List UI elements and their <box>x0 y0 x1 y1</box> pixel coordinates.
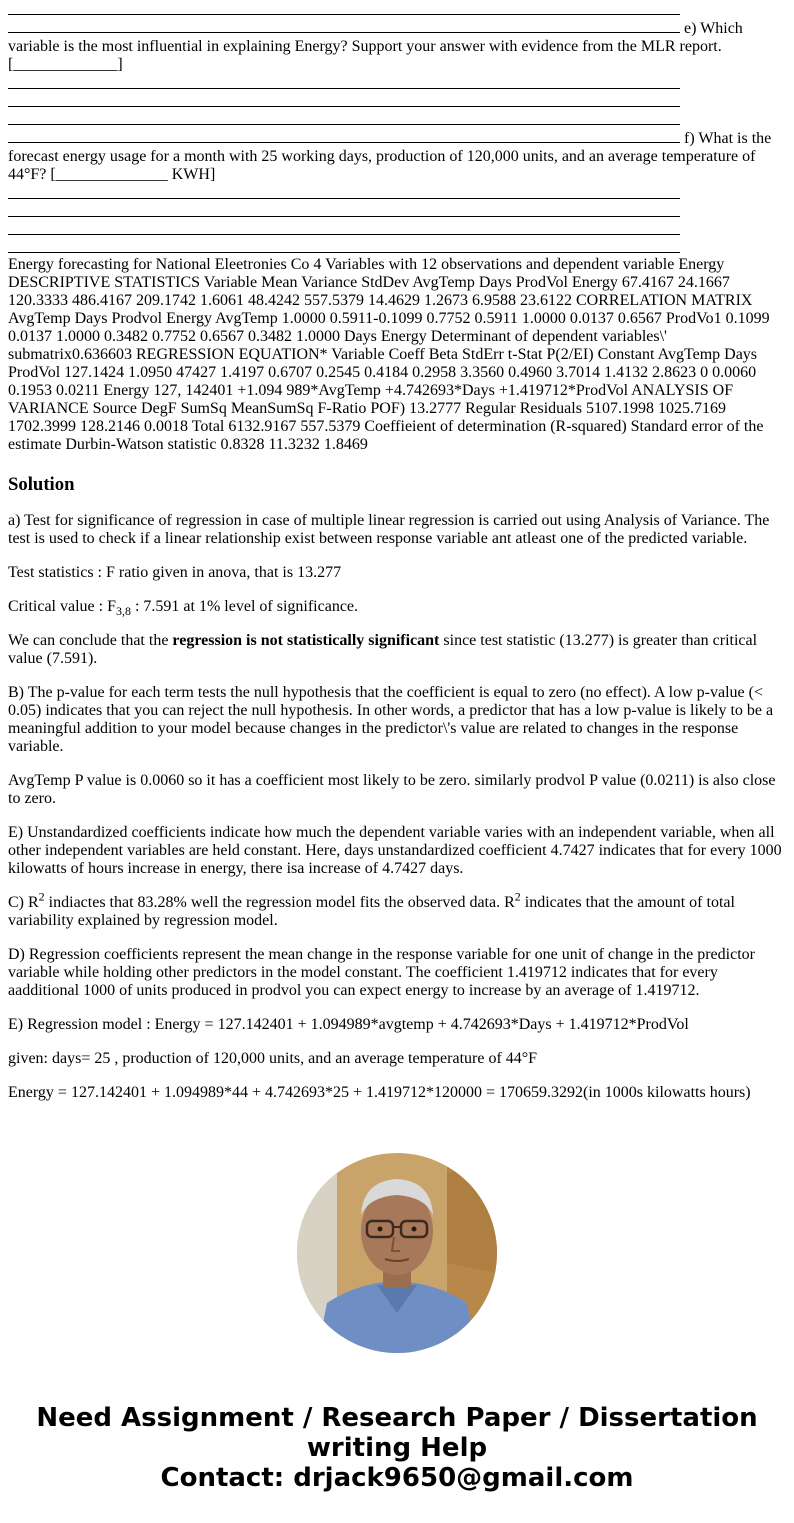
question-e-text: e) Which variable is the most influential in explaining Energy? Support your answer with evidence from the MLR report. <box>8 20 743 55</box>
question-f-blank: [______________ KWH] <box>50 166 216 183</box>
answer-line <box>8 238 680 253</box>
solution-paragraph: D) Regression coefficients represent the mean change in the response variable for one unit of change in the predictor variable while holding other predictors in the model constant. The coefficient 1.419712 indicates that for every aadditional 1000 of units produced in prodvol you can expect energy to increase by an average of 1.419712. <box>8 946 755 999</box>
answer-line <box>8 202 680 217</box>
conclusion-post: since test statistic (13.277) is greater than critical value (7.591). <box>8 632 758 667</box>
solution-heading: Solution <box>8 474 75 495</box>
critical-value-label: Critical value : F <box>8 598 116 615</box>
r2-superscript: 2 <box>514 889 521 904</box>
conclusion-pre: We can conclude that the <box>8 632 173 649</box>
solution-paragraph: given: days= 25 , production of 120,000 units, and an average temperature of 44°F <box>8 1050 538 1067</box>
answer-line <box>8 92 680 107</box>
footer-line: writing Help <box>306 1433 488 1463</box>
question-f-text: f) What is the forecast energy usage for a month with 25 working days, production of 120,000 units, and an average temperature of 44°F? <box>8 130 772 183</box>
r2-text-b: indiactes that 83.28% well the regression model fits the observed data. R <box>44 894 515 911</box>
solution-paragraph: B) The p-value for each term tests the null hypothesis that the coefficient is equal to zero (no effect). A low p-value (< 0.05) indicates that you can reject the null hypothesis. In other words, a predictor that has a low p-value is likely to be a meaningful addition to your model because changes in the predictor\'s value are related to changes in the response variable. <box>8 684 774 755</box>
r2-superscript: 2 <box>38 889 45 904</box>
question-e-blank: [_____________] <box>8 56 123 73</box>
solution-paragraph: a) Test for significance of regression in case of multiple linear regression is carried out using Analysis of Variance. The test is used to check if a linear relationship exist between response variable ant atleast one of the predicted variable. <box>8 512 770 547</box>
question-f-block <box>8 74 786 184</box>
answer-line <box>8 184 680 199</box>
author-avatar <box>297 1153 497 1353</box>
solution-paragraph: AvgTemp P value is 0.0060 so it has a coefficient most likely to be zero. similarly prodvol P value (0.0211) is also close to zero. <box>8 772 776 807</box>
contact-footer <box>0 1403 794 1493</box>
solution-paragraph: Test statistics : F ratio given in anova, that is 13.277 <box>8 564 342 581</box>
answer-line <box>8 220 680 235</box>
answer-line <box>8 0 680 15</box>
answer-line <box>8 128 680 143</box>
solution-paragraph: E) Regression model : Energy = 127.142401 + 1.094989*avgtemp + 4.742693*Days + 1.419712*ProdVol <box>8 1016 689 1033</box>
r2-text-c: indicates that the amount of total variability explained by regression model. <box>8 894 735 929</box>
answer-line <box>8 18 680 33</box>
solution-paragraph <box>8 598 786 619</box>
mlr-report-text: Energy forecasting for National Eleetronies Co 4 Variables with 12 observations and dependent variable Energy DESCRIPTIVE STATISTICS Variable Mean Variance StdDev AvgTemp Days ProdVol Energy 67.4167 24.1667 120.3333 486.4167 209.1742 1.6061 48.4242 557.5379 14.4629 1.2673 6.9588 23.6122 CORRELATION MATRIX AvgTemp Days Prodvol Energy AvgTemp 1.0000 0.5911-0.1099 0.7752 0.5911 1.0000 0.0137 0.6567 ProdVo1 0.1099 0.0137 1.0000 0.3482 0.7752 0.6567 0.3482 1.0000 Days Energy Determinant of dependent variables\' submatrix0.636603 REGRESSION EQUATION* Variable Coeff Beta StdErr t-Stat P(2/EI) Constant AvgTemp Days ProdVol 127.1424 1.0950 47427 1.4197 0.6707 0.2545 0.4184 0.2958 3.3560 0.4960 3.7014 1.4132 2.8623 0 0.0060 0.1953 0.0211 Energy 127, 142401 +1.094 989*AvgTemp +4.742693*Days +1.419712*ProdVol ANALYSIS OF VARIANCE Source DegF SumSq MeanSumSq F-Ratio POF) 13.2777 Regular Residuals 5107.1998 1025.7169 1702.3999 128.2146 0.0018 Total 6132.9167 557.5379 Coeffieient of determination (R-squared) Standard error of the estimate Durbin-Watson statistic 0.8328 11.3232 1.8469 <box>8 256 770 453</box>
conclusion-bold: regression is not statistically significant <box>172 632 440 649</box>
solution-paragraph <box>8 889 786 930</box>
answer-lines-block <box>8 184 786 256</box>
solution-paragraph <box>8 632 786 668</box>
f-subscript: 3,8 <box>115 604 131 619</box>
avatar-photo <box>297 1153 497 1353</box>
footer-line: Need Assignment / Research Paper / Dissertation <box>36 1403 758 1433</box>
footer-contact-line: Contact: drjack9650@gmail.com <box>160 1463 634 1493</box>
critical-value-text: : 7.591 at 1% level of significance. <box>130 598 359 615</box>
answer-line <box>8 110 680 125</box>
r2-text-a: C) R <box>8 894 39 911</box>
answer-line <box>8 74 680 89</box>
solution-paragraph: E) Unstandardized coefficients indicate how much the dependent variable varies with an independent variable, when all other independent variables are held constant. Here, days unstandardized coefficient 4.7427 indicates that for every 1000 kilowatts of hours increase in energy, there isa increase of 4.7427 days. <box>8 824 782 877</box>
solution-paragraph: Energy = 127.142401 + 1.094989*44 + 4.742693*25 + 1.419712*120000 = 170659.3292(in 1000s kilowatts hours) <box>8 1084 751 1101</box>
question-e-block <box>8 0 786 74</box>
